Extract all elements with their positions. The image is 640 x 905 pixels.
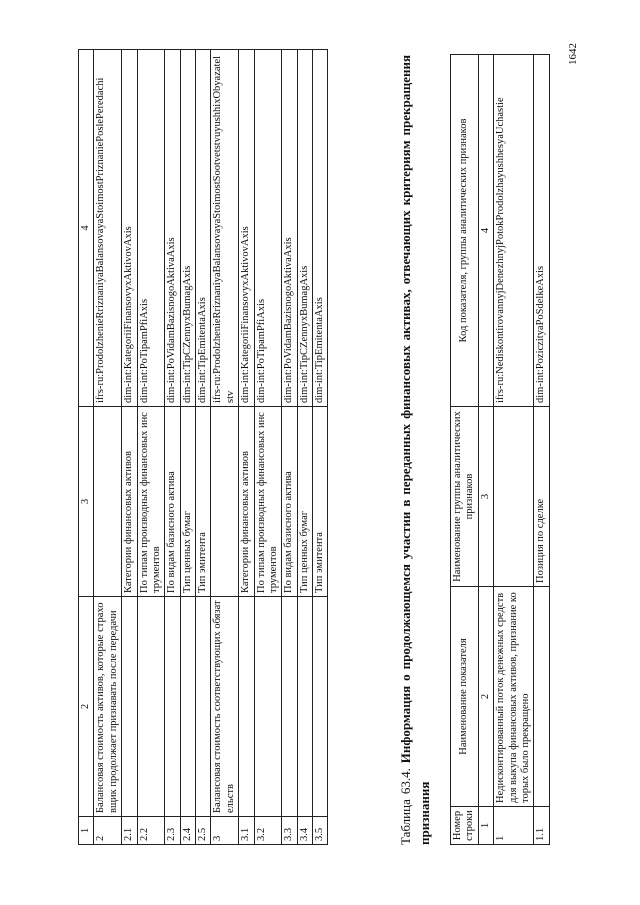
col-number-3: 3 — [478, 407, 493, 587]
indicator-name: Балансовая стоимость соответствующих обязательств — [211, 597, 239, 817]
indicator-name — [534, 587, 549, 807]
table-row — [282, 50, 297, 845]
row-number: 1.1 — [534, 807, 549, 845]
table-row — [137, 50, 165, 845]
indicator-code: dim-int:TipCZennyxBumagAxis — [297, 50, 312, 407]
row-number: 3.2 — [254, 817, 282, 845]
column-number-row — [79, 50, 94, 845]
indicator-code: dim-int:PoziczityaPoSdelkeAxis — [534, 55, 549, 407]
row-number: 3.5 — [313, 817, 328, 845]
indicator-name — [180, 597, 195, 817]
table-63-4 — [450, 54, 550, 845]
analytic-group: Тип ценных бумаг — [297, 407, 312, 597]
indicator-name: Недисконтированный поток денежных средств для выкупа финансовых активов, признание которых было прекращено — [494, 587, 534, 807]
row-number: 2 — [94, 817, 122, 845]
column-number-row — [478, 55, 493, 845]
analytic-group: Позиция по сделке — [534, 407, 549, 587]
col-number-2: 2 — [79, 597, 94, 817]
header-row-number: Номер строки — [451, 807, 479, 845]
indicator-name — [122, 597, 137, 817]
indicator-code: ifrs-ru:NediskontirovannyjDenezhnyjPotokProdolzhayushhesyaUchastie — [494, 55, 534, 407]
col-number-3: 3 — [79, 407, 94, 597]
indicator-code: dim-int:PoTipamPfiAxis — [254, 50, 282, 407]
table-row — [211, 50, 239, 845]
header-analytic-group: Наименование группы аналитических признаков — [451, 407, 479, 587]
analytic-group — [494, 407, 534, 587]
table-row — [239, 50, 254, 845]
row-number: 2.2 — [137, 817, 165, 845]
analytic-group: Тип эмитента — [196, 407, 211, 597]
caption-prefix: Таблица 63.4. — [398, 763, 413, 845]
table-row — [297, 50, 312, 845]
analytic-group: Тип эмитента — [313, 407, 328, 597]
analytic-group: Категории финансовых активов — [239, 407, 254, 597]
analytic-group — [211, 407, 239, 597]
indicator-name — [254, 597, 282, 817]
row-number: 3.1 — [239, 817, 254, 845]
analytic-group: Тип ценных бумаг — [180, 407, 195, 597]
row-number: 3.4 — [297, 817, 312, 845]
indicator-code: dim-int:PoVidamBazisnogoAktivaAxis — [165, 50, 180, 407]
col-number-4: 4 — [79, 50, 94, 407]
table-row — [254, 50, 282, 845]
table-row — [165, 50, 180, 845]
table-row — [313, 50, 328, 845]
table-row — [180, 50, 195, 845]
indicator-code: dim-int:KategoriiFinansovyxAktivovAxis — [239, 50, 254, 407]
col-number-2: 2 — [478, 587, 493, 807]
header-indicator-code: Код показателя, группы аналитических признаков — [451, 55, 479, 407]
col-number-1: 1 — [79, 817, 94, 845]
indicator-name — [282, 597, 297, 817]
table-63-3-continuation — [78, 49, 328, 845]
indicator-name — [196, 597, 211, 817]
caption-title: Информация о продолжающемся участии в переданных финансовых активах, отвечающих критериям прекращения признания — [398, 55, 432, 845]
indicator-name — [137, 597, 165, 817]
indicator-code: ifrs-ru:ProdolzhenieRriznaniyaBalansovayaStoimostSootvetstvuyushhixObyazatelstv — [211, 50, 239, 407]
row-number: 3.3 — [282, 817, 297, 845]
indicator-name — [297, 597, 312, 817]
page-number: 1642 — [567, 43, 579, 65]
table-row — [94, 50, 122, 845]
indicator-code: dim-int:TipEmitentaAxis — [313, 50, 328, 407]
row-number: 2.1 — [122, 817, 137, 845]
indicator-name — [165, 597, 180, 817]
analytic-group — [94, 407, 122, 597]
analytic-group: Категории финансовых активов — [122, 407, 137, 597]
row-number: 3 — [211, 817, 239, 845]
indicator-code: ifrs-ru:ProdolzhenieRriznaniyaBalansovayaStoimostPriznaniePoslePeredachi — [94, 50, 122, 407]
table-caption — [397, 55, 435, 845]
row-number: 2.3 — [165, 817, 180, 845]
table-row — [196, 50, 211, 845]
indicator-name — [313, 597, 328, 817]
analytic-group: По видам базисного актива — [282, 407, 297, 597]
analytic-group: По типам производных финансовых инструментов — [254, 407, 282, 597]
indicator-code: dim-int:TipEmitentaAxis — [196, 50, 211, 407]
indicator-code: dim-int:PoVidamBazisnogoAktivaAxis — [282, 50, 297, 407]
row-number: 2.4 — [180, 817, 195, 845]
table-row — [494, 55, 534, 845]
header-indicator-name: Наименование показателя — [451, 587, 479, 807]
row-number: 2.5 — [196, 817, 211, 845]
col-number-1: 1 — [478, 807, 493, 845]
analytic-group: По типам производных финансовых инструментов — [137, 407, 165, 597]
table-row — [534, 55, 549, 845]
row-number: 1 — [494, 807, 534, 845]
header-row — [451, 55, 479, 845]
analytic-group: По видам базисного актива — [165, 407, 180, 597]
indicator-name — [239, 597, 254, 817]
indicator-code: dim-int:TipCZennyxBumagAxis — [180, 50, 195, 407]
indicator-code: dim-int:KategoriiFinansovyxAktivovAxis — [122, 50, 137, 407]
indicator-name: Балансовая стоимость активов, которые страховщик продолжает признавать после передачи — [94, 597, 122, 817]
col-number-4: 4 — [478, 55, 493, 407]
table-row — [122, 50, 137, 845]
indicator-code: dim-int:PoTipamPfiAxis — [137, 50, 165, 407]
